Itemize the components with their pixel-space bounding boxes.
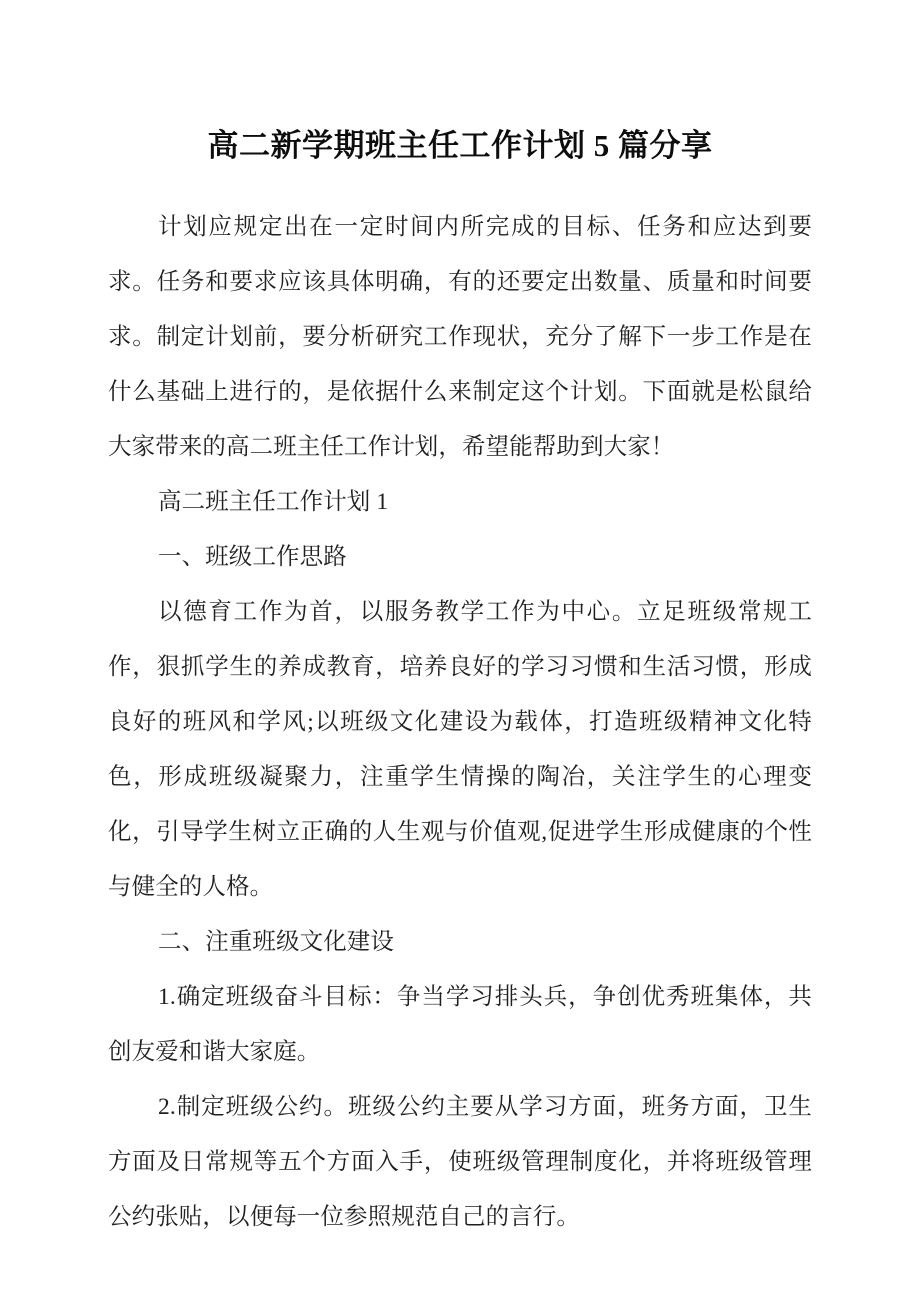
paragraph-item-1: 1.确定班级奋斗目标：争当学习排头兵，争创优秀班集体，共创友爱和谐大家庭。	[108, 984, 812, 1065]
document-text-column	[108, 0, 812, 1245]
heading-section-1: 一、班级工作思路	[158, 544, 347, 570]
page-title: 高二新学期班主任工作计划 5 篇分享	[207, 128, 713, 163]
heading-section-2: 二、注重班级文化建设	[158, 929, 394, 955]
heading-plan-1: 高二班主任工作计划 1	[158, 489, 389, 515]
paragraph-intro: 计划应规定出在一定时间内所完成的目标、任务和应达到要求。任务和要求应该具体明确，有的还要定出数量、质量和时间要求。制定计划前，要分析研究工作现状，充分了解下一步工作是在什么基础上进行的，是依据什么来制定这个计划。下面就是松鼠给大家带来的高二班主任工作计划，希望能帮助到大家！	[108, 214, 812, 460]
paragraph-item-2: 2.制定班级公约。班级公约主要从学习方面，班务方面，卫生方面及日常规等五个方面入手，使班级管理制度化，并将班级管理公约张贴，以便每一位参照规范自己的言行。	[108, 1094, 812, 1230]
paragraph-section-1-body: 以德育工作为首，以服务教学工作为中心。立足班级常规工作，狠抓学生的养成教育，培养良好的学习习惯和生活习惯，形成良好的班风和学风;以班级文化建设为载体，打造班级精神文化特色，形成班级凝聚力，注重学生情操的陶冶，关注学生的心理变化，引导学生树立正确的人生观与价值观,促进学生形成健康的个性与健全的人格。	[108, 599, 812, 900]
